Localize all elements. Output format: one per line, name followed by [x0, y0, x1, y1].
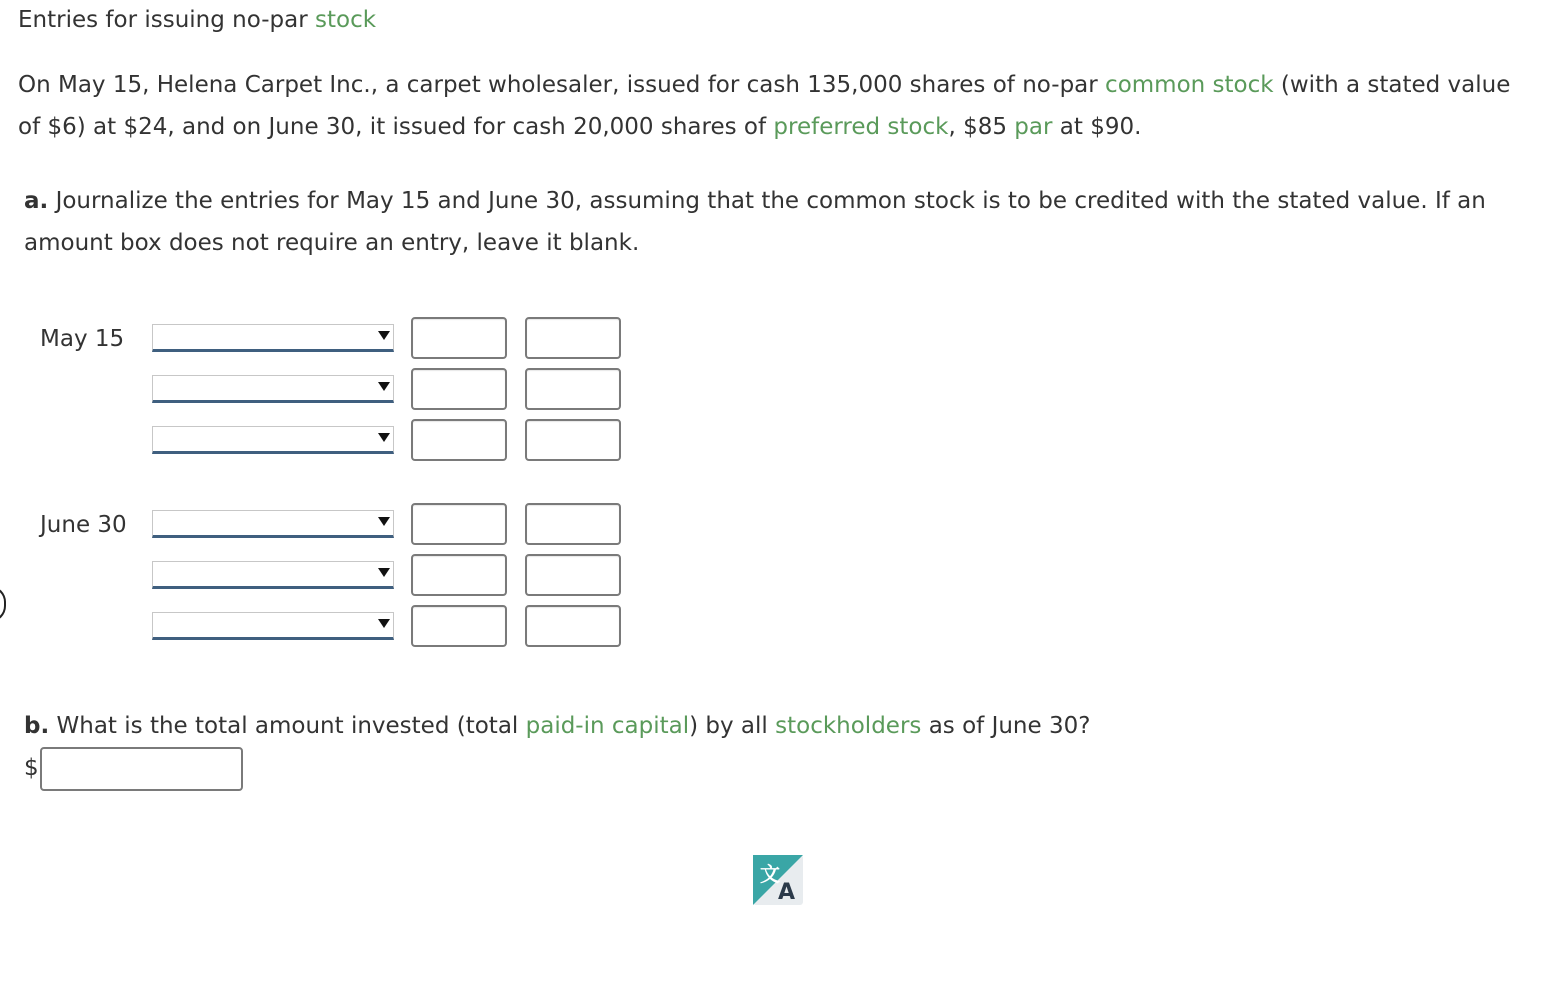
chevron-down-icon — [378, 331, 390, 340]
debit-input[interactable] — [411, 368, 507, 410]
select-arrow-holder — [152, 426, 394, 454]
credit-input[interactable] — [525, 419, 621, 461]
credit-input[interactable] — [525, 605, 621, 647]
chevron-down-icon — [378, 619, 390, 628]
intro-text-2: (with a stated value of $6) at $24, and on June 30, it issued for cash 20,000 shares of — [18, 72, 1511, 140]
debit-input[interactable] — [411, 419, 507, 461]
part-b-text-1: What is the total amount invested (total — [49, 713, 526, 739]
svg-text:A: A — [778, 880, 796, 905]
part-b-question — [24, 706, 1090, 746]
stockholders-link[interactable]: stockholders — [775, 713, 922, 739]
problem-statement — [18, 64, 1518, 148]
part-a-label: a. — [24, 188, 49, 214]
chevron-down-icon — [378, 568, 390, 577]
preferred-stock-link[interactable]: preferred stock — [773, 114, 949, 140]
credit-input[interactable] — [525, 554, 621, 596]
translate-icon[interactable] — [753, 855, 803, 905]
side-panel-edge — [0, 586, 6, 622]
part-b-text-3: as of June 30? — [921, 713, 1091, 739]
select-arrow-holder — [152, 375, 394, 403]
date-june-30: June 30 — [40, 512, 127, 538]
par-link[interactable]: par — [1014, 114, 1053, 140]
select-arrow-holder — [152, 612, 394, 640]
select-arrow-holder — [152, 510, 394, 538]
credit-input[interactable] — [525, 503, 621, 545]
debit-input[interactable] — [411, 554, 507, 596]
intro-text-4: at $90. — [1052, 114, 1142, 140]
chevron-down-icon — [378, 433, 390, 442]
page-title — [18, 6, 376, 34]
credit-input[interactable] — [525, 317, 621, 359]
total-paid-in-capital-input[interactable] — [40, 747, 243, 791]
intro-text-3: , $85 — [948, 114, 1015, 140]
select-arrow-holder — [152, 561, 394, 589]
date-may-15: May 15 — [40, 326, 125, 352]
paid-in-capital-link[interactable]: paid-in capital — [525, 713, 690, 739]
select-arrow-holder — [152, 324, 394, 352]
common-stock-link[interactable]: common stock — [1105, 72, 1274, 98]
translate-icon-graphic — [753, 855, 803, 905]
credit-input[interactable] — [525, 368, 621, 410]
part-b-label: b. — [24, 713, 50, 739]
part-b-text-2: ) by all — [689, 713, 776, 739]
chevron-down-icon — [378, 517, 390, 526]
debit-input[interactable] — [411, 503, 507, 545]
currency-symbol: $ — [24, 755, 39, 781]
debit-input[interactable] — [411, 317, 507, 359]
part-a-instructions — [24, 180, 1524, 264]
title-text: Entries for issuing no-par — [18, 7, 316, 33]
chevron-down-icon — [378, 382, 390, 391]
svg-text:文: 文 — [760, 862, 780, 886]
debit-input[interactable] — [411, 605, 507, 647]
stock-link[interactable]: stock — [315, 7, 377, 33]
intro-text-1: On May 15, Helena Carpet Inc., a carpet wholesaler, issued for cash 135,000 shares of no-par — [18, 72, 1106, 98]
part-a-text: Journalize the entries for May 15 and June 30, assuming that the common stock is to be credited with the stated value. If an amount box does not require an entry, leave it blank. — [24, 188, 1486, 256]
